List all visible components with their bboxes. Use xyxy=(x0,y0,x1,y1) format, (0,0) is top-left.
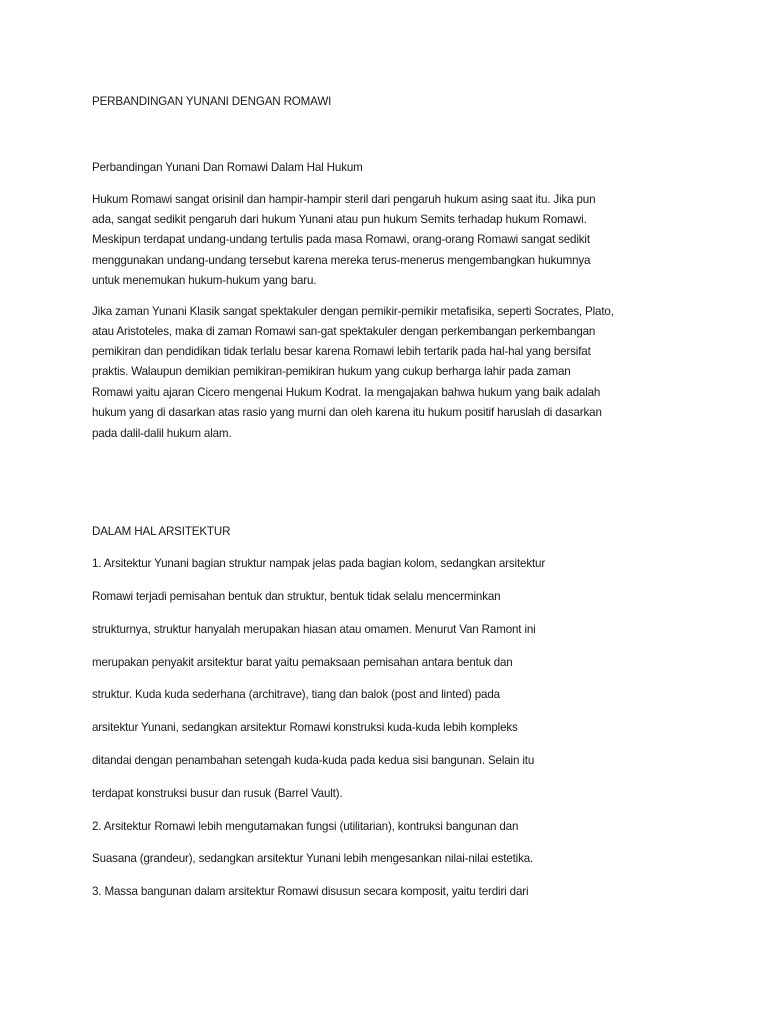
paragraph-line: 1. Arsitektur Yunani bagian struktur nampak jelas pada bagian kolom, sedangkan arsitektur xyxy=(92,557,546,570)
paragraph-line: atau Aristoteles, maka di zaman Romawi san-gat spektakuler dengan perkembangan perkembangan xyxy=(92,325,596,338)
section-heading-hukum: Perbandingan Yunani Dan Romawi Dalam Hal Hukum xyxy=(92,161,363,174)
paragraph-line: strukturnya, struktur hanyalah merupakan hiasan atau omamen. Menurut Van Ramont ini xyxy=(92,623,536,636)
paragraph-line: arsitektur Yunani, sedangkan arsitektur Romawi konstruksi kuda-kuda lebih kompleks xyxy=(92,721,518,734)
paragraph-line: ditandai dengan penambahan setengah kuda-kuda pada kedua sisi bangunan. Selain itu xyxy=(92,754,535,767)
paragraph-line: 3. Massa bangunan dalam arsitektur Romawi disusun secara komposit, yaitu terdiri dari xyxy=(92,885,529,898)
paragraph-line: untuk menemukan hukum-hukum yang baru. xyxy=(92,274,317,287)
paragraph-line: Hukum Romawi sangat orisinil dan hampir-hampir steril dari pengaruh hukum asing saat itu. Jika pun xyxy=(92,193,596,206)
paragraph-line: Meskipun terdapat undang-undang tertulis pada masa Romawi, orang-orang Romawi sangat sedikit xyxy=(92,233,590,246)
paragraph-line: pemikiran dan pendidikan tidak terlalu besar karena Romawi lebih tertarik pada hal-hal yang bersifat xyxy=(92,345,591,358)
paragraph-line: pada dalil-dalil hukum alam. xyxy=(92,427,232,440)
paragraph-line: 2. Arsitektur Romawi lebih mengutamakan fungsi (utilitarian), kontruksi bangunan dan xyxy=(92,820,519,833)
paragraph-line: terdapat konstruksi busur dan rusuk (Barrel Vault). xyxy=(92,787,343,800)
paragraph-line: Suasana (grandeur), sedangkan arsitektur Yunani lebih mengesankan nilai-nilai estetika. xyxy=(92,852,534,865)
paragraph-line: Jika zaman Yunani Klasik sangat spektakuler dengan pemikir-pemikir metafisika, seperti Socrates, Plato, xyxy=(92,305,614,318)
document-title: PERBANDINGAN YUNANI DENGAN ROMAWI xyxy=(92,95,332,108)
paragraph-line: struktur. Kuda kuda sederhana (architrave), tiang dan balok (post and linted) pada xyxy=(92,688,500,701)
paragraph-line: Romawi terjadi pemisahan bentuk dan struktur, bentuk tidak selalu mencerminkan xyxy=(92,590,501,603)
paragraph-line: ada, sangat sedikit pengaruh dari hukum Yunani atau pun hukum Semits terhadap hukum Romawi. xyxy=(92,213,587,226)
section-heading-arsitektur: DALAM HAL ARSITEKTUR xyxy=(92,525,231,538)
paragraph-line: praktis. Walaupun demikian pemikiran-pemikiran hukum yang cukup berharga lahir pada zaman xyxy=(92,365,571,378)
paragraph-line: merupakan penyakit arsitektur barat yaitu pemaksaan pemisahan antara bentuk dan xyxy=(92,656,513,669)
paragraph-line: Romawi yaitu ajaran Cicero mengenai Hukum Kodrat. Ia mengajakan bahwa hukum yang baik adalah xyxy=(92,386,601,399)
paragraph-line: hukum yang di dasarkan atas rasio yang murni dan oleh karena itu hukum positif haruslah di dasarkan xyxy=(92,406,602,419)
paragraph-line: menggunakan undang-undang tersebut karena mereka terus-menerus mengembangkan hukumnya xyxy=(92,254,591,267)
